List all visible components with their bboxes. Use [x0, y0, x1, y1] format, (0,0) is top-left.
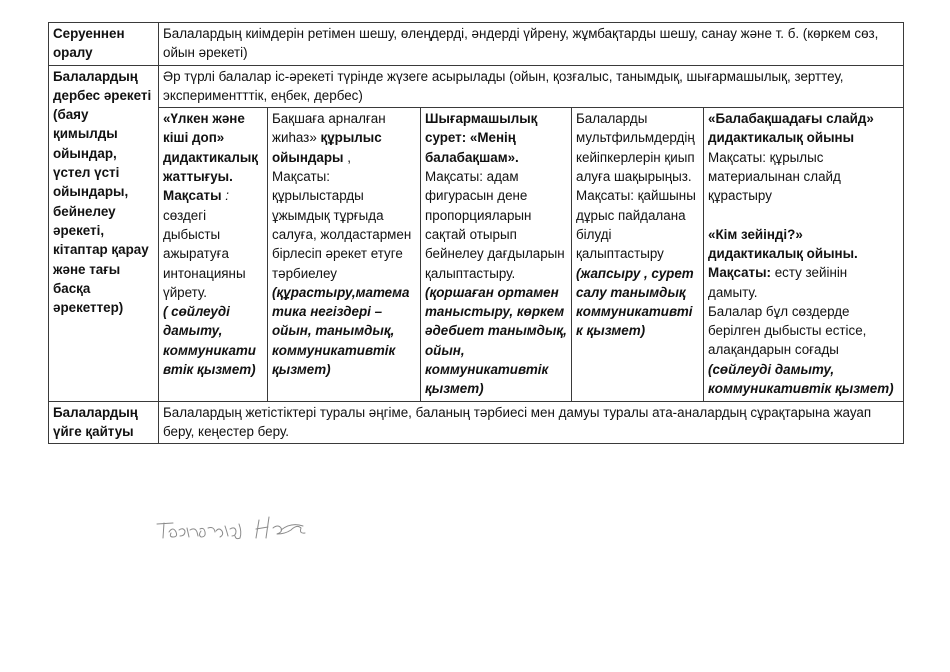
- activity-5-goal-2: есту зейінін дамыту.: [708, 265, 848, 300]
- activity-5-areas: (сөйлеуді дамыту, коммуникативтік қызмет): [708, 361, 894, 397]
- activity-1-goal-separator: :: [221, 188, 229, 204]
- activity-5-goal-2-label: Мақсаты:: [708, 265, 771, 281]
- activity-cell-3: [421, 108, 572, 401]
- activity-3-goal: Мақсаты: адам фигурасын дене пропорцияларын сақтай отырып бейнелеу дағдыларын қалыптастыру.: [425, 169, 565, 281]
- activity-1-goal-line: [163, 186, 263, 205]
- table-row-return-from-walk: [49, 23, 904, 66]
- activity-3-areas: (қоршаған ортамен таныстыру, көркем әдебиет танымдық, ойын, коммуникативтік қызмет): [425, 284, 567, 397]
- activity-5-spacer: [708, 206, 899, 225]
- daily-plan-table: [48, 22, 904, 444]
- activity-5-goal-2-line: [708, 263, 899, 302]
- row-intro-independent-activity: Әр түрлі балалар іс-әрекеті түрінде жүзеге асырылады (ойын, қозғалыс, танымдық, шығармашылық, зерттеу, экспериментттік, еңбек, дербес): [159, 65, 904, 108]
- activity-1-goal-label: Мақсаты: [163, 188, 222, 204]
- activity-1-goal: сөздегі дыбысты ажыратуға интонацияны үйрету.: [163, 207, 246, 300]
- handwritten-signature: [155, 512, 325, 546]
- activity-2-areas: (құрастыру,математика негіздері – ойын, танымдық, коммуникативтік қызмет): [272, 284, 410, 378]
- activity-cell-1: [159, 108, 268, 401]
- activity-5-goal: Мақсаты: құрылыс материалынан слайд құрастыру: [708, 149, 841, 204]
- row-heading-return-from-walk: Серуеннен оралу: [49, 23, 159, 66]
- activity-2-title-normal: Бақшаға арналған жиһаз»: [272, 111, 386, 146]
- activity-cell-5: [704, 108, 904, 401]
- table-row-independent-activity: [49, 65, 904, 108]
- activity-2-goal: Мақсаты: құрылыстарды ұжымдық тұрғыда салуға, жолдастармен бірлесіп әрекет етуге тәрбиелеу: [272, 169, 412, 281]
- activity-1-areas: ( сөйлеуді дамыту, коммуникативтік қызмет): [163, 304, 256, 378]
- table-row-going-home: [49, 401, 904, 444]
- activity-5-text-2: Балалар бұл сөздерде берілген дыбысты естісе, алақандарын соғады: [708, 303, 867, 358]
- activity-4-goal: Мақсаты: қайшыны дұрыс пайдалана білуді қалыптастыру: [576, 188, 696, 262]
- row-text-return-from-walk: Балалардың киімдерін ретімен шешу, өлеңдерді, әндерді үйрену, жұмбақтарды шешу, санау және т. б. (көркем сөз, ойын әрекеті): [159, 23, 904, 66]
- activity-cell-2: [268, 108, 421, 401]
- row-heading-independent-activity: Балалардың дербес әрекеті (баяу қимылды ойындар, үстел үсті ойындары, бейнелеу әрекеті, кітаптар қарау және тағы басқа әрекеттер): [49, 65, 159, 401]
- activity-3-title: Шығармашылық сурет: «Менің балабақшам».: [425, 111, 538, 165]
- activity-2-title-end: ,: [343, 149, 351, 165]
- activity-4-areas: (жапсыру , сурет салу танымдық коммуникативтік қызмет): [576, 265, 694, 339]
- activity-1-title: «Үлкен және кіші доп» дидактикалық жаттығуы.: [163, 111, 258, 185]
- activity-5-title: «Балабақшадағы слайд» дидактикалық ойыны: [708, 111, 874, 146]
- activity-4-text: Балаларды мультфильмдердің кейіпкерлерін қиып алуға шақырыңыз.: [576, 111, 695, 185]
- table-row-activities: [49, 108, 904, 401]
- activity-cell-4: [572, 108, 704, 401]
- row-heading-going-home: Балалардың үйге қайтуы: [49, 401, 159, 444]
- activity-5-title-2: «Кім зейінді?» дидактикалық ойыны.: [708, 226, 858, 261]
- activity-2-title-bold: құрылыс ойындары: [272, 130, 382, 165]
- row-text-going-home: Балалардың жетістіктері туралы әңгіме, баланың тәрбиесі мен дамуы туралы ата-аналардың сұрақтарына жауап беру, кеңестер беру.: [159, 401, 904, 444]
